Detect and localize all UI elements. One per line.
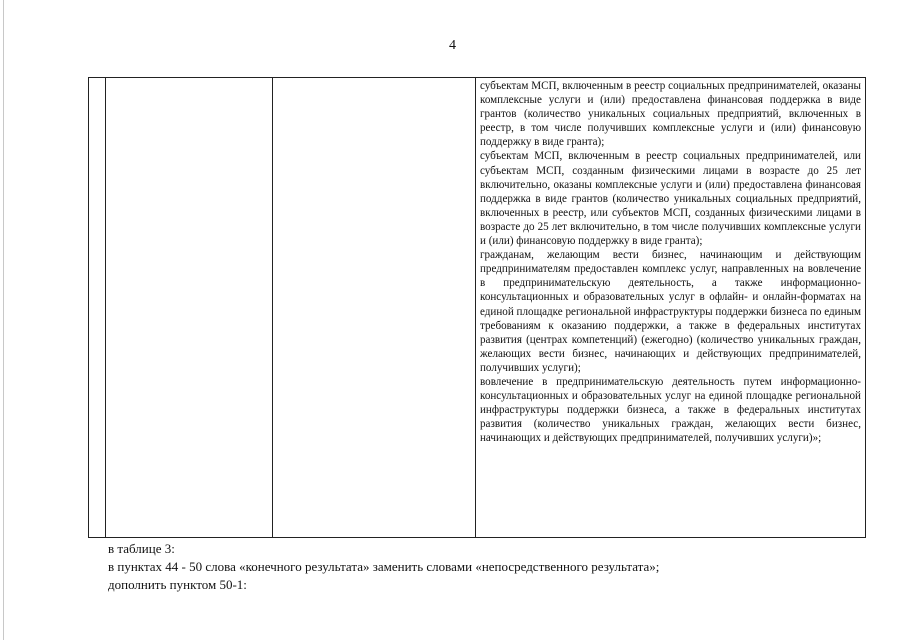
table-paragraph: гражданам, желающим вести бизнес, начинающим и действующим предпринимателям предоставлен комплекс услуг, направленных на вовлечение в предпринимательскую деятельность, а также информационно-консультационных и образовательных услуг в офлайн- и онлайн-форматах на единой площадке региональной инфраструктуры поддержки бизнеса по единым требованиям к оказанию поддержки, а также в федеральных институтах развития (центрах компетенций) (ежегодно) (количество уникальных граждан, желающих вести бизнес, начинающих и действующих предпринимателей, получивших услуги);: [480, 249, 861, 374]
body-text-line: дополнить пунктом 50-1:: [108, 577, 247, 592]
table-cell-col4: [476, 78, 865, 537]
document-table: [88, 77, 866, 538]
body-text-line: в таблице 3:: [108, 541, 175, 556]
page-edge-line: [3, 0, 4, 640]
table-cell-col2: [106, 78, 273, 537]
body-text-line: в пунктах 44 - 50 слова «конечного результата» заменить словами «непосредственного результата»;: [108, 559, 660, 574]
table-paragraph: субъектам МСП, включенным в реестр социальных предпринимателей, или субъектам МСП, созданным физическими лицами в возрасте до 25 лет включительно, оказаны комплексные услуги и (или) предоставлена финансовая поддержка в виде грантов (количество уникальных социальных предприятий, включенных в реестр, или субъектов МСП, созданных физическими лицами в возрасте до 25 лет включительно, в том числе получивших комплексные услуги и (или) финансовую поддержку в виде гранта);: [480, 150, 861, 248]
page-number: 4: [449, 38, 456, 53]
table-cell-col1: [89, 78, 106, 537]
table-cell-col3: [273, 78, 476, 537]
table-paragraph: вовлечение в предпринимательскую деятельность путем информационно-консультационных и образовательных услуг на единой площадке региональной инфраструктуры поддержки бизнеса, а также в федеральных институтах развития (количество уникальных граждан, желающих вести бизнес, начинающих и действующих предпринимателей, получивших услуги)»;: [480, 375, 861, 445]
table-paragraph: субъектам МСП, включенным в реестр социальных предпринимателей, оказаны комплексные услуги и (или) предоставлена финансовая поддержка в виде грантов (количество уникальных социальных предприятий, включенных в реестр, в том числе получивших комплексные услуги и (или) финансовую поддержку в виде гранта);: [480, 80, 861, 149]
